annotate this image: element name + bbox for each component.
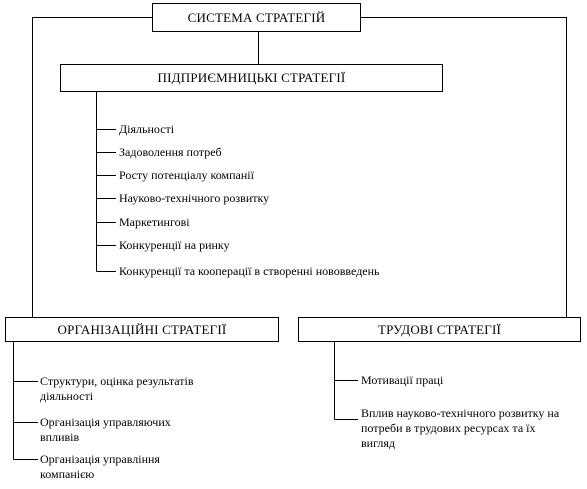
enterprise-item: Конкуренції на ринку xyxy=(119,238,230,252)
organizational-strategies-label: ОРГАНІЗАЦІЙНІ СТРАТЕГІЇ xyxy=(57,321,227,337)
root-box xyxy=(152,3,361,32)
enterprise-item: Задоволення потреб xyxy=(119,145,222,159)
root-right-connector xyxy=(361,18,567,319)
enterprise-strategies-box xyxy=(60,64,443,92)
enterprise-strategies-label: ПІДПРИЄМНИЦЬКІ СТРАТЕГІЇ xyxy=(157,70,346,85)
enterprise-item: Діяльності xyxy=(119,122,175,136)
organizational-item: Структури, оцінка результатів діяльності xyxy=(40,374,194,403)
organizational-strategies-box xyxy=(5,317,279,342)
enterprise-item: Росту потенціалу компанії xyxy=(119,168,254,182)
organizational-item: Організація управління компанією xyxy=(40,452,160,481)
root-label: СИСТЕМА СТРАТЕГІЙ xyxy=(187,9,326,25)
enterprise-item: Конкуренції та кооперації в створенні нововведень xyxy=(119,264,380,278)
labor-item: Мотивації праці xyxy=(361,373,444,387)
labor-item: Вплив науково-технічного розвитку на потреби в трудових ресурсах та їх вигляд xyxy=(361,406,560,450)
labor-strategies-label: ТРУДОВІ СТРАТЕГІЇ xyxy=(377,321,502,337)
labor-strategies-box xyxy=(298,317,581,342)
enterprise-item: Маркетингові xyxy=(119,215,190,229)
organizational-item: Організація управляючих впливів xyxy=(40,415,171,444)
enterprise-item: Науково-технічного розвитку xyxy=(119,191,270,205)
